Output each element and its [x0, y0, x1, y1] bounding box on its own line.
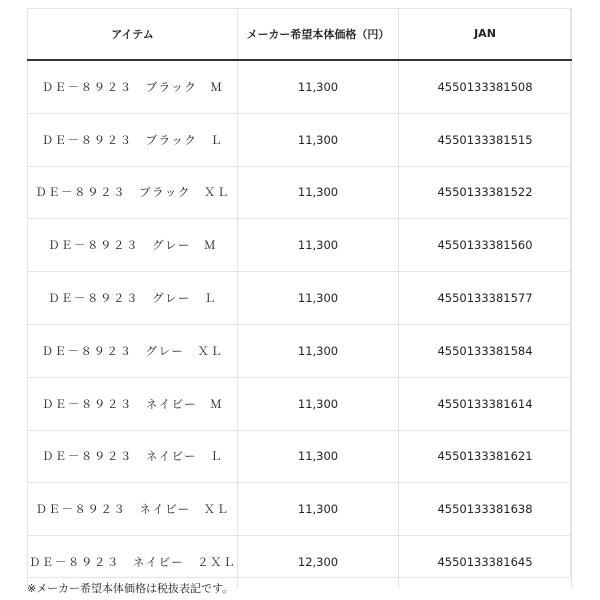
price-table: [27, 8, 572, 588]
jan-cell: 4550133381522: [399, 166, 572, 219]
price-cell: 11,300: [238, 60, 399, 113]
jan-cell: 4550133381560: [399, 219, 572, 272]
jan-cell: 4550133381621: [399, 430, 572, 483]
price-cell: 11,300: [238, 324, 399, 377]
table-row: [28, 60, 572, 113]
jan-cell: 4550133381645: [399, 536, 572, 588]
item-cell: ＤＥ－８９２３ グレー ＸＬ: [28, 324, 238, 377]
jan-cell: 4550133381515: [399, 113, 572, 166]
jan-cell: 4550133381577: [399, 272, 572, 325]
footnote: ※メーカー希望本体価格は税抜表記です。: [27, 582, 234, 595]
item-cell: ＤＥ－８９２３ ネイビー ＸＬ: [28, 483, 238, 536]
header-item: アイテム: [28, 8, 238, 60]
item-cell: ＤＥ－８９２３ ネイビー ２ＸＬ: [28, 536, 238, 588]
item-cell: ＤＥ－８９２３ ブラック Ｍ: [28, 60, 238, 113]
price-cell: 11,300: [238, 377, 399, 430]
table-row: [28, 430, 572, 483]
table-row: [28, 113, 572, 166]
price-cell: 11,300: [238, 272, 399, 325]
jan-cell: 4550133381638: [399, 483, 572, 536]
header-jan: JAN: [399, 8, 572, 60]
table-header-row: [28, 8, 572, 60]
item-cell: ＤＥ－８９２３ グレー Ｌ: [28, 272, 238, 325]
item-cell: ＤＥ－８９２３ ブラック ＸＬ: [28, 166, 238, 219]
jan-cell: 4550133381508: [399, 60, 572, 113]
price-cell: 11,300: [238, 166, 399, 219]
item-cell: ＤＥ－８９２３ グレー Ｍ: [28, 219, 238, 272]
item-cell: ＤＥ－８９２３ ネイビー Ｌ: [28, 430, 238, 483]
table-row: [28, 324, 572, 377]
jan-cell: 4550133381584: [399, 324, 572, 377]
price-cell: 11,300: [238, 219, 399, 272]
table-body: [28, 60, 572, 588]
table-row: [28, 166, 572, 219]
price-cell: 11,300: [238, 483, 399, 536]
jan-cell: 4550133381614: [399, 377, 572, 430]
header-price: メーカー希望本体価格（円）: [238, 8, 399, 60]
table-row: [28, 272, 572, 325]
item-cell: ＤＥ－８９２３ ネイビー Ｍ: [28, 377, 238, 430]
table-row: [28, 483, 572, 536]
price-cell: 11,300: [238, 430, 399, 483]
price-cell: 11,300: [238, 113, 399, 166]
price-cell: 12,300: [238, 536, 399, 588]
table-row: [28, 377, 572, 430]
table-row: [28, 219, 572, 272]
item-cell: ＤＥ－８９２３ ブラック Ｌ: [28, 113, 238, 166]
